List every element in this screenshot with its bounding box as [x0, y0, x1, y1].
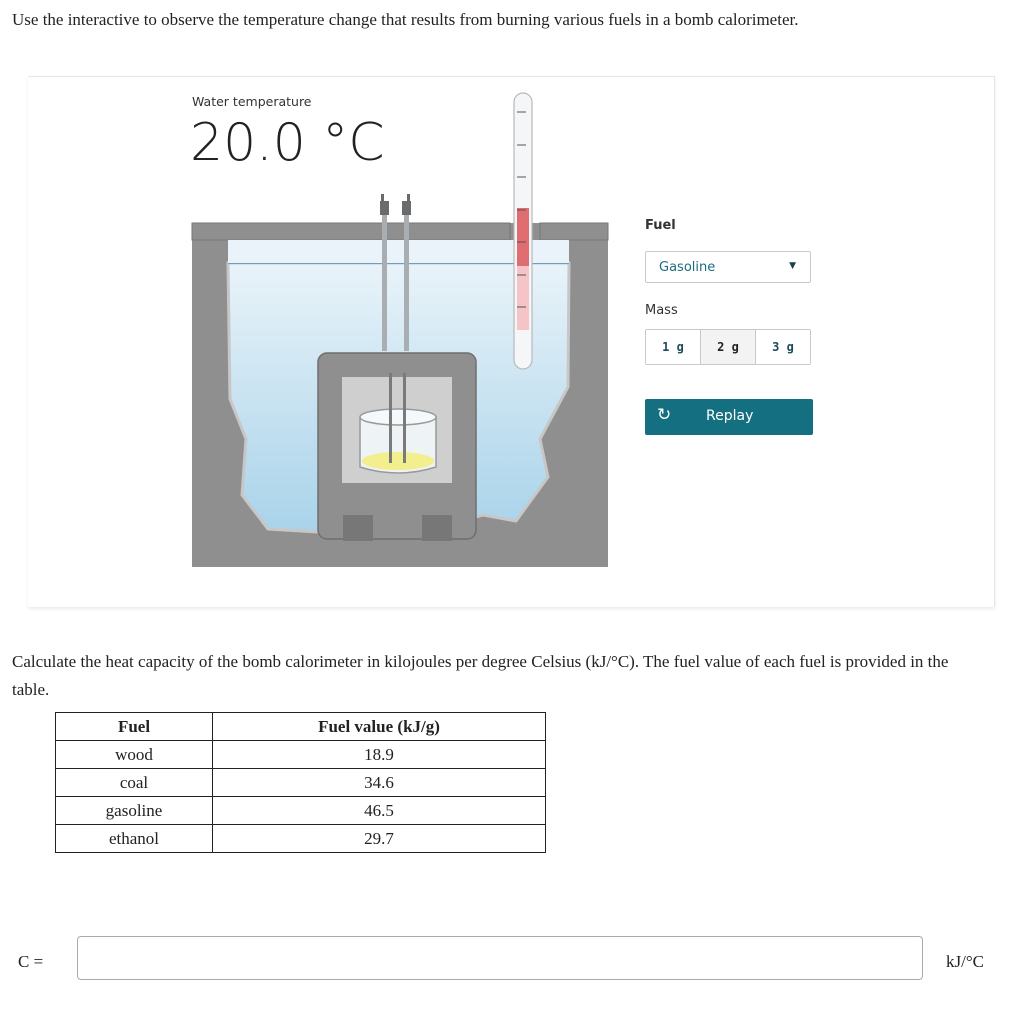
cell-fuel-value: 34.6 — [213, 769, 546, 797]
table-row — [56, 825, 546, 853]
table-row — [56, 797, 546, 825]
water-temperature-value: 20.0 °C — [190, 113, 385, 173]
cell-fuel: ethanol — [56, 825, 213, 853]
fuel-select-value: Gasoline — [659, 260, 716, 275]
mass-label: Mass — [645, 303, 678, 318]
table-row — [56, 741, 546, 769]
mass-option-3g[interactable]: 3 g — [756, 330, 810, 364]
fuel-label: Fuel — [645, 218, 676, 233]
chevron-down-icon: ▼ — [789, 261, 796, 271]
leg-left — [343, 515, 373, 541]
replay-button[interactable] — [645, 399, 813, 435]
cell-fuel-value: 18.9 — [213, 741, 546, 769]
rod-right — [404, 201, 409, 351]
replay-label: Replay — [706, 408, 754, 424]
cell-fuel: wood — [56, 741, 213, 769]
lid-right — [540, 223, 608, 240]
thermometer-fill — [517, 208, 529, 266]
lid-left — [192, 223, 510, 240]
calorimeter-interactive — [28, 76, 995, 607]
leg-right — [422, 515, 452, 541]
table-row — [56, 769, 546, 797]
table-header-row — [56, 713, 546, 741]
answer-unit: kJ/°C — [946, 952, 984, 971]
fuel-select[interactable] — [645, 251, 811, 283]
cell-fuel: gasoline — [56, 797, 213, 825]
intro-text: Use the interactive to observe the temperature change that results from burning various fuels in a bomb calorimeter. — [12, 10, 799, 29]
fuel-sample — [362, 452, 434, 470]
question-prompt: Calculate the heat capacity of the bomb calorimeter in kilojoules per degree Celsius (kJ/°C). The fuel value of each fuel is provided in the table. — [12, 652, 949, 699]
rod-left — [382, 201, 387, 351]
mass-selector — [645, 329, 811, 365]
answer-label: C = — [18, 952, 44, 971]
heat-capacity-input[interactable] — [77, 936, 923, 980]
calorimeter-illustration — [28, 77, 994, 607]
cell-fuel: coal — [56, 769, 213, 797]
header-fuel: Fuel — [56, 713, 213, 741]
cell-fuel-value: 46.5 — [213, 797, 546, 825]
water-temperature-label: Water temperature — [192, 94, 312, 109]
replay-icon: ↻ — [657, 405, 672, 425]
mass-option-1g[interactable]: 1 g — [646, 330, 701, 364]
header-fuel-value: Fuel value (kJ/g) — [213, 713, 546, 741]
fuel-value-table — [55, 712, 546, 853]
mass-option-2g[interactable]: 2 g — [701, 330, 756, 364]
cell-fuel-value: 29.7 — [213, 825, 546, 853]
